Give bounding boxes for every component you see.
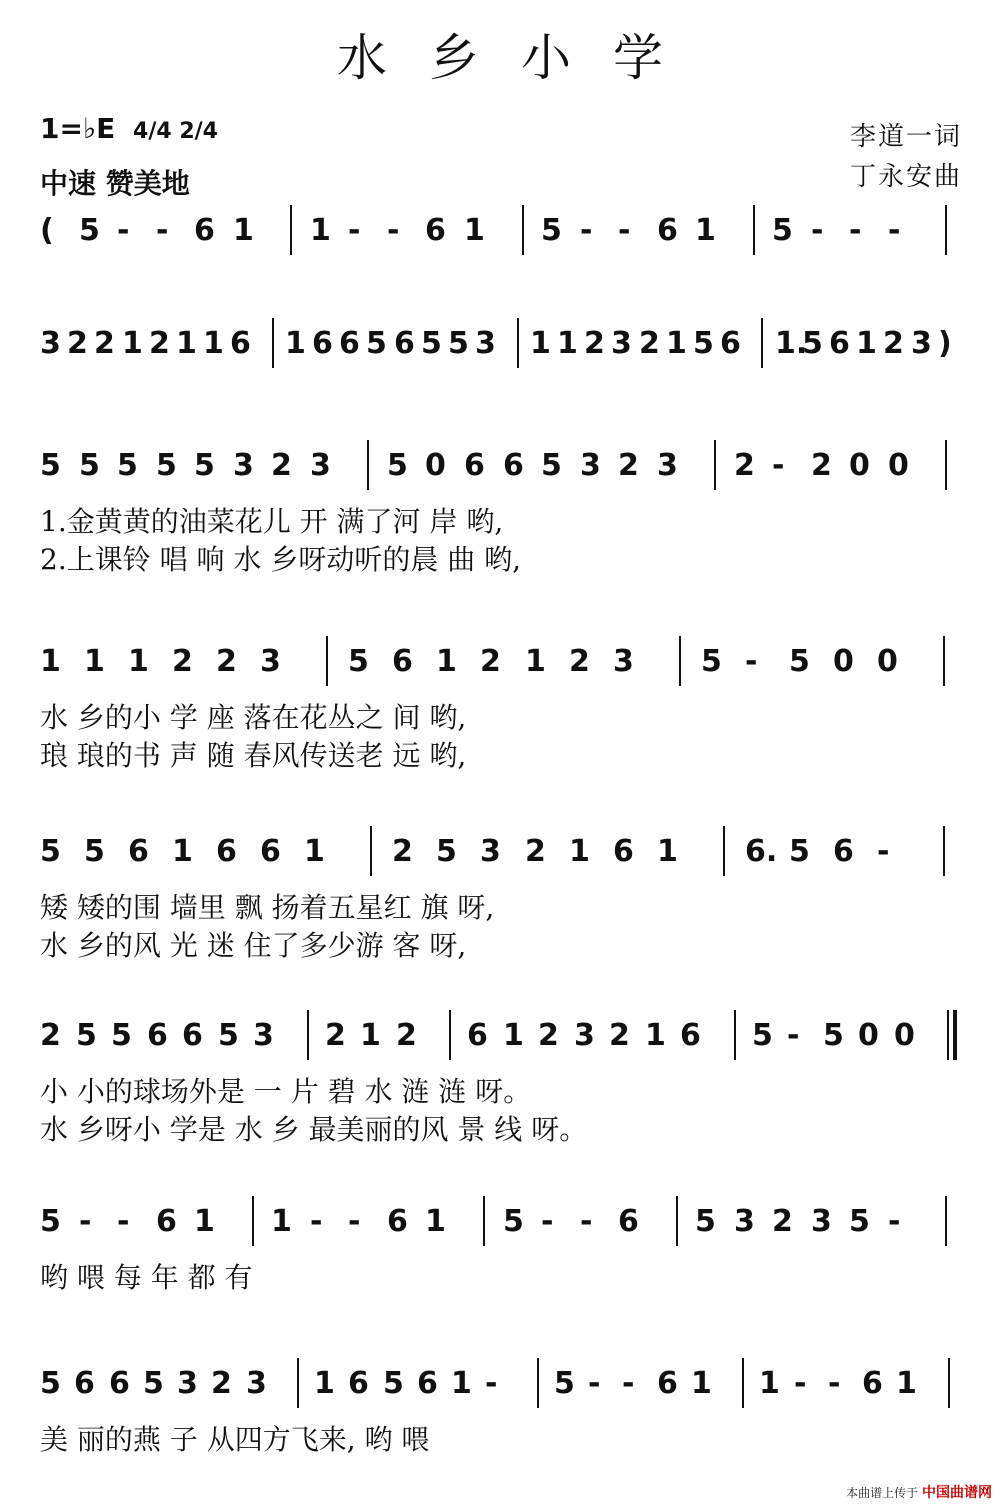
bar-line bbox=[761, 318, 763, 368]
note: 5 bbox=[366, 326, 387, 361]
note: 1 bbox=[557, 326, 578, 361]
key-label: 1=♭E bbox=[40, 112, 116, 145]
note: 0 bbox=[894, 1018, 915, 1053]
composer-credit: 丁永安曲 bbox=[849, 162, 962, 192]
footer-prefix: 本曲谱上传于 bbox=[846, 1486, 919, 1500]
note: 6 bbox=[618, 1204, 639, 1239]
note: 1 bbox=[569, 834, 590, 869]
note: 2 bbox=[94, 326, 115, 361]
note: 5 bbox=[387, 448, 408, 483]
note: - bbox=[580, 1204, 593, 1239]
note: 1 bbox=[503, 1018, 524, 1053]
lyric-row bbox=[40, 734, 965, 772]
note: 3 bbox=[260, 644, 281, 679]
score-line bbox=[40, 205, 965, 265]
note: 2 bbox=[325, 1018, 346, 1053]
note: 1 bbox=[172, 834, 193, 869]
note: 3 bbox=[613, 644, 634, 679]
note: 5 bbox=[802, 326, 823, 361]
lyric-text: 水 乡的风 光 迷 住了多少游 客 呀, bbox=[40, 929, 467, 962]
note: 1 bbox=[203, 326, 224, 361]
lyric-row bbox=[40, 1070, 965, 1108]
note: 3 bbox=[310, 448, 331, 483]
note: 2 bbox=[396, 1018, 417, 1053]
note: 1 bbox=[464, 213, 485, 248]
note: 5 bbox=[79, 213, 100, 248]
note: 6. bbox=[745, 834, 778, 869]
note: 5 bbox=[436, 834, 457, 869]
note: 5 bbox=[111, 1018, 132, 1053]
lyric-text: 水 乡呀小 学是 水 乡 最美丽的风 景 线 呀。 bbox=[40, 1113, 588, 1146]
note: 5 bbox=[421, 326, 442, 361]
note: 6 bbox=[339, 326, 360, 361]
note: 1 bbox=[695, 213, 716, 248]
note: 5 bbox=[789, 644, 810, 679]
note: - bbox=[888, 213, 901, 248]
note: 6 bbox=[613, 834, 634, 869]
note: 2 bbox=[271, 448, 292, 483]
note: 1 bbox=[645, 1018, 666, 1053]
note: 1 bbox=[657, 834, 678, 869]
bar-line bbox=[290, 205, 292, 255]
note: 6 bbox=[156, 1204, 177, 1239]
note: - bbox=[888, 1204, 901, 1239]
note: 5 bbox=[40, 1366, 61, 1401]
lyric-text: 水 乡的小 学 座 落在花丛之 间 哟, bbox=[40, 701, 467, 734]
note: 2 bbox=[883, 326, 904, 361]
note: - bbox=[156, 213, 169, 248]
note: 6 bbox=[109, 1366, 130, 1401]
bar-line bbox=[370, 826, 372, 876]
note: 6 bbox=[425, 213, 446, 248]
note: - bbox=[117, 213, 130, 248]
note: 6 bbox=[417, 1366, 438, 1401]
note: - bbox=[787, 1018, 800, 1053]
note: 2 bbox=[618, 448, 639, 483]
bar-line bbox=[943, 826, 945, 876]
bar-line bbox=[945, 440, 947, 490]
bar-line bbox=[945, 205, 947, 255]
note: - bbox=[618, 213, 631, 248]
note: - bbox=[794, 1366, 807, 1401]
note: 5 bbox=[40, 448, 61, 483]
note: 5 bbox=[348, 644, 369, 679]
lyricist-credit: 李道一词 bbox=[849, 122, 962, 152]
bar-line bbox=[483, 1196, 485, 1246]
note: - bbox=[745, 644, 758, 679]
bar-line bbox=[723, 826, 725, 876]
lyric-text: 2.上课铃 唱 响 水 乡呀动听的晨 曲 哟, bbox=[40, 543, 522, 576]
note: 0 bbox=[888, 448, 909, 483]
note: 5 bbox=[541, 213, 562, 248]
lyric-text: 小 小的球场外是 一 片 碧 水 涟 涟 呀。 bbox=[40, 1075, 532, 1108]
note: 6 bbox=[464, 448, 485, 483]
note: 2 bbox=[584, 326, 605, 361]
score-line bbox=[40, 318, 965, 378]
note: 2 bbox=[172, 644, 193, 679]
bar-line bbox=[537, 1358, 539, 1408]
note: 6 bbox=[503, 448, 524, 483]
note: 6 bbox=[392, 644, 413, 679]
note: 1 bbox=[425, 1204, 446, 1239]
note: 5 bbox=[701, 644, 722, 679]
note: 2 bbox=[734, 448, 755, 483]
note: 6 bbox=[680, 1018, 701, 1053]
note: 2 bbox=[811, 448, 832, 483]
note: - bbox=[387, 213, 400, 248]
note: 6 bbox=[147, 1018, 168, 1053]
note: - bbox=[485, 1366, 498, 1401]
note: 2 bbox=[216, 644, 237, 679]
key-signature bbox=[40, 112, 218, 145]
lyric-row bbox=[40, 538, 965, 576]
note: 5 bbox=[541, 448, 562, 483]
note: 6 bbox=[194, 213, 215, 248]
bar-line bbox=[307, 1010, 309, 1060]
note: - bbox=[580, 213, 593, 248]
note: 1 bbox=[122, 326, 143, 361]
note: ( bbox=[40, 213, 54, 248]
footer-credit bbox=[846, 1482, 992, 1502]
note: 5 bbox=[383, 1366, 404, 1401]
note: 5 bbox=[40, 834, 61, 869]
bar-line bbox=[326, 636, 328, 686]
note: 3 bbox=[40, 326, 61, 361]
bar-line bbox=[753, 205, 755, 255]
lyric-text: 1.金黄黄的油菜花儿 开 满了河 岸 哟, bbox=[40, 505, 504, 538]
bar-line bbox=[943, 636, 945, 686]
note: 6 bbox=[657, 1366, 678, 1401]
note: 5 bbox=[503, 1204, 524, 1239]
score-line bbox=[40, 1358, 965, 1456]
bar-line bbox=[714, 440, 716, 490]
note: 1 bbox=[856, 326, 877, 361]
note: - bbox=[588, 1366, 601, 1401]
note: 6 bbox=[862, 1366, 883, 1401]
note: 2 bbox=[538, 1018, 559, 1053]
note: 6 bbox=[182, 1018, 203, 1053]
bar-line bbox=[948, 1358, 950, 1408]
bar-line bbox=[252, 1196, 254, 1246]
note: 1 bbox=[360, 1018, 381, 1053]
note: 6 bbox=[387, 1204, 408, 1239]
note: 1 bbox=[271, 1204, 292, 1239]
note: ) bbox=[938, 326, 952, 361]
note: 2 bbox=[525, 834, 546, 869]
note: 2 bbox=[40, 1018, 61, 1053]
page-title: 水乡小学 bbox=[337, 29, 705, 87]
note: - bbox=[310, 1204, 323, 1239]
bar-line bbox=[679, 636, 681, 686]
lyric-text: 矮 矮的围 墙里 飘 扬着五星红 旗 呀, bbox=[40, 891, 495, 924]
note: 1 bbox=[436, 644, 457, 679]
note: 1 bbox=[285, 326, 306, 361]
lyric-row bbox=[40, 1418, 965, 1456]
note: 5 bbox=[695, 1204, 716, 1239]
note: 5 bbox=[194, 448, 215, 483]
note: 1 bbox=[691, 1366, 712, 1401]
note: 2 bbox=[392, 834, 413, 869]
note: 6 bbox=[348, 1366, 369, 1401]
note: 1 bbox=[451, 1366, 472, 1401]
note: 5 bbox=[84, 834, 105, 869]
note: 1 bbox=[128, 644, 149, 679]
note: 5 bbox=[40, 1204, 61, 1239]
bar-line bbox=[297, 1358, 299, 1408]
lyric-row bbox=[40, 1108, 965, 1146]
note: - bbox=[811, 213, 824, 248]
notation-row bbox=[40, 1358, 965, 1418]
note: 5 bbox=[554, 1366, 575, 1401]
note: 1 bbox=[310, 213, 331, 248]
score-line bbox=[40, 826, 965, 962]
note: 0 bbox=[877, 644, 898, 679]
note: 3 bbox=[811, 1204, 832, 1239]
lyric-row bbox=[40, 924, 965, 962]
note: 1 bbox=[666, 326, 687, 361]
note: 2 bbox=[67, 326, 88, 361]
note: 5 bbox=[849, 1204, 870, 1239]
note: 3 bbox=[253, 1018, 274, 1053]
note: 5 bbox=[772, 213, 793, 248]
tempo-marking: 中速 赞美地 bbox=[40, 167, 190, 200]
lyric-text: 哟 喂 每 年 都 有 bbox=[40, 1261, 253, 1294]
note: 2 bbox=[149, 326, 170, 361]
note: 5 bbox=[117, 448, 138, 483]
score-line bbox=[40, 1196, 965, 1294]
note: - bbox=[541, 1204, 554, 1239]
note: 5 bbox=[823, 1018, 844, 1053]
note: - bbox=[348, 213, 361, 248]
note: - bbox=[622, 1366, 635, 1401]
note: 5 bbox=[79, 448, 100, 483]
note: - bbox=[348, 1204, 361, 1239]
note: 3 bbox=[580, 448, 601, 483]
bar-line bbox=[676, 1196, 678, 1246]
note: - bbox=[828, 1366, 841, 1401]
note: 5 bbox=[693, 326, 714, 361]
note: 3 bbox=[574, 1018, 595, 1053]
bar-line bbox=[367, 440, 369, 490]
note: 5 bbox=[143, 1366, 164, 1401]
bar-line bbox=[272, 318, 274, 368]
note: 1 bbox=[530, 326, 551, 361]
note: - bbox=[772, 448, 785, 483]
notation-row bbox=[40, 1196, 965, 1256]
note: 1 bbox=[84, 644, 105, 679]
bar-line bbox=[449, 1010, 451, 1060]
note: 3 bbox=[233, 448, 254, 483]
note: 5 bbox=[76, 1018, 97, 1053]
score-line bbox=[40, 636, 965, 772]
note: 5 bbox=[218, 1018, 239, 1053]
lyric-row bbox=[40, 1256, 965, 1294]
score-line bbox=[40, 440, 965, 576]
note: 5 bbox=[752, 1018, 773, 1053]
note: - bbox=[79, 1204, 92, 1239]
note: 6 bbox=[833, 834, 854, 869]
note: 3 bbox=[475, 326, 496, 361]
note: 6 bbox=[829, 326, 850, 361]
note: 1 bbox=[304, 834, 325, 869]
notation-row bbox=[40, 826, 965, 886]
note: 3 bbox=[177, 1366, 198, 1401]
notation-row bbox=[40, 1010, 965, 1070]
note: 1 bbox=[525, 644, 546, 679]
bar-line bbox=[522, 205, 524, 255]
note: 6 bbox=[260, 834, 281, 869]
notation-row bbox=[40, 318, 965, 378]
note: 6 bbox=[394, 326, 415, 361]
note: 3 bbox=[611, 326, 632, 361]
notation-row bbox=[40, 205, 965, 265]
bar-line bbox=[742, 1358, 744, 1408]
note: 3 bbox=[911, 326, 932, 361]
end-repeat-bar bbox=[953, 1010, 957, 1060]
note: 6 bbox=[74, 1366, 95, 1401]
note: - bbox=[117, 1204, 130, 1239]
note: 2 bbox=[772, 1204, 793, 1239]
note: 3 bbox=[480, 834, 501, 869]
lyric-text: 美 丽的燕 子 从四方飞来, 哟 喂 bbox=[40, 1423, 430, 1456]
note: 1 bbox=[194, 1204, 215, 1239]
bar-line bbox=[945, 1196, 947, 1246]
note: 6 bbox=[467, 1018, 488, 1053]
note: 6 bbox=[216, 834, 237, 869]
note: 1. bbox=[775, 326, 808, 361]
notation-row bbox=[40, 636, 965, 696]
note: 6 bbox=[128, 834, 149, 869]
note: 6 bbox=[720, 326, 741, 361]
note: 2 bbox=[211, 1366, 232, 1401]
note: 1 bbox=[759, 1366, 780, 1401]
lyric-text: 琅 琅的书 声 随 春风传送老 远 哟, bbox=[40, 739, 467, 772]
note: 5 bbox=[789, 834, 810, 869]
notation-row bbox=[40, 440, 965, 500]
note: 6 bbox=[312, 326, 333, 361]
note: 6 bbox=[657, 213, 678, 248]
note: 1 bbox=[40, 644, 61, 679]
note: 6 bbox=[230, 326, 251, 361]
footer-site: 中国曲谱网 bbox=[922, 1485, 992, 1501]
note: 5 bbox=[448, 326, 469, 361]
note: 0 bbox=[425, 448, 446, 483]
lyric-row bbox=[40, 886, 965, 924]
lyric-row bbox=[40, 696, 965, 734]
note: - bbox=[849, 213, 862, 248]
score-line bbox=[40, 1010, 965, 1146]
note: 3 bbox=[734, 1204, 755, 1239]
bar-line bbox=[734, 1010, 736, 1060]
lyric-row bbox=[40, 500, 965, 538]
note: 2 bbox=[480, 644, 501, 679]
note: 1 bbox=[896, 1366, 917, 1401]
note: 1 bbox=[314, 1366, 335, 1401]
note: 2 bbox=[639, 326, 660, 361]
note: 0 bbox=[849, 448, 870, 483]
bar-line bbox=[517, 318, 519, 368]
note: 5 bbox=[156, 448, 177, 483]
note: 3 bbox=[657, 448, 678, 483]
note: 2 bbox=[609, 1018, 630, 1053]
note: 2 bbox=[569, 644, 590, 679]
note: 0 bbox=[858, 1018, 879, 1053]
bar-line bbox=[947, 1010, 949, 1060]
note: - bbox=[877, 834, 890, 869]
meter-label: 4/4 2/4 bbox=[133, 119, 218, 144]
note: 1 bbox=[176, 326, 197, 361]
note: 3 bbox=[246, 1366, 267, 1401]
note: 1 bbox=[233, 213, 254, 248]
note: 0 bbox=[833, 644, 854, 679]
